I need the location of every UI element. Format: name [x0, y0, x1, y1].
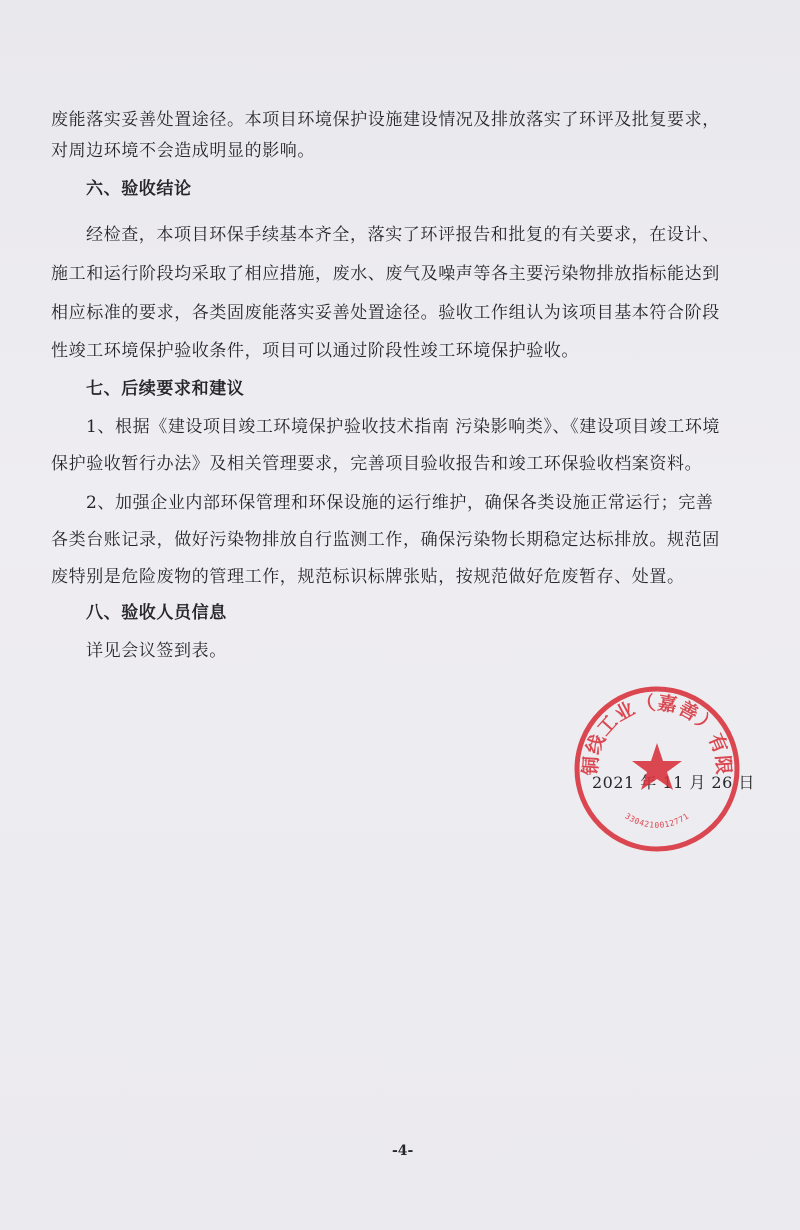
body-text-line: 详见会议签到表。 — [86, 641, 227, 661]
section-heading: 六、验收结论 — [86, 179, 192, 199]
section-heading: 八、验收人员信息 — [86, 603, 227, 623]
body-text-line: 2、加强企业内部环保管理和环保设施的运行维护，确保各类设施正常运行；完善 — [86, 493, 714, 513]
body-text-line: 对周边环境不会造成明显的影响。 — [51, 141, 315, 161]
body-text-line: 施工和运行阶段均采取了相应措施，废水、废气及噪声等各主要污染物排放指标能达到 — [51, 264, 720, 284]
body-text-line: 废能落实妥善处置途径。本项目环境保护设施建设情况及排放落实了环评及批复要求， — [51, 110, 720, 130]
star-icon — [632, 743, 682, 790]
section-heading: 七、后续要求和建议 — [86, 379, 245, 399]
company-seal — [562, 668, 741, 853]
body-text-line: 保护验收暂行办法》及相关管理要求，完善项目验收报告和竣工环保验收档案资料。 — [51, 454, 703, 474]
page-number: -4- — [392, 1143, 414, 1159]
body-text-line: 各类台账记录，做好污染物排放自行监测工作，确保污染物长期稳定达标排放。规范固 — [51, 530, 720, 550]
svg-text:金田铜线工业（嘉善）有限公司: 金田铜线工业（嘉善）有限公司 — [562, 668, 735, 777]
signature-date: 2021 年 11 月 26 日 — [592, 773, 755, 792]
body-text-line: 相应标准的要求，各类固废能落实妥善处置途径。验收工作组认为该项目基本符合阶段 — [51, 303, 720, 323]
body-text-line: 经检查，本项目环保手续基本齐全，落实了环评报告和批复的有关要求，在设计、 — [86, 225, 720, 245]
body-text-line: 废特别是危险废物的管理工作，规范标识标牌张贴，按规范做好危废暂存、处置。 — [51, 567, 685, 587]
body-text-line: 1、根据《建设项目竣工环境保护验收技术指南 污染影响类》、《建设项目竣工环境 — [86, 417, 721, 437]
body-text-line: 性竣工环境保护验收条件，项目可以通过阶段性竣工环境保护验收。 — [51, 341, 579, 361]
svg-text:3304210012771: 3304210012771 — [623, 811, 691, 830]
